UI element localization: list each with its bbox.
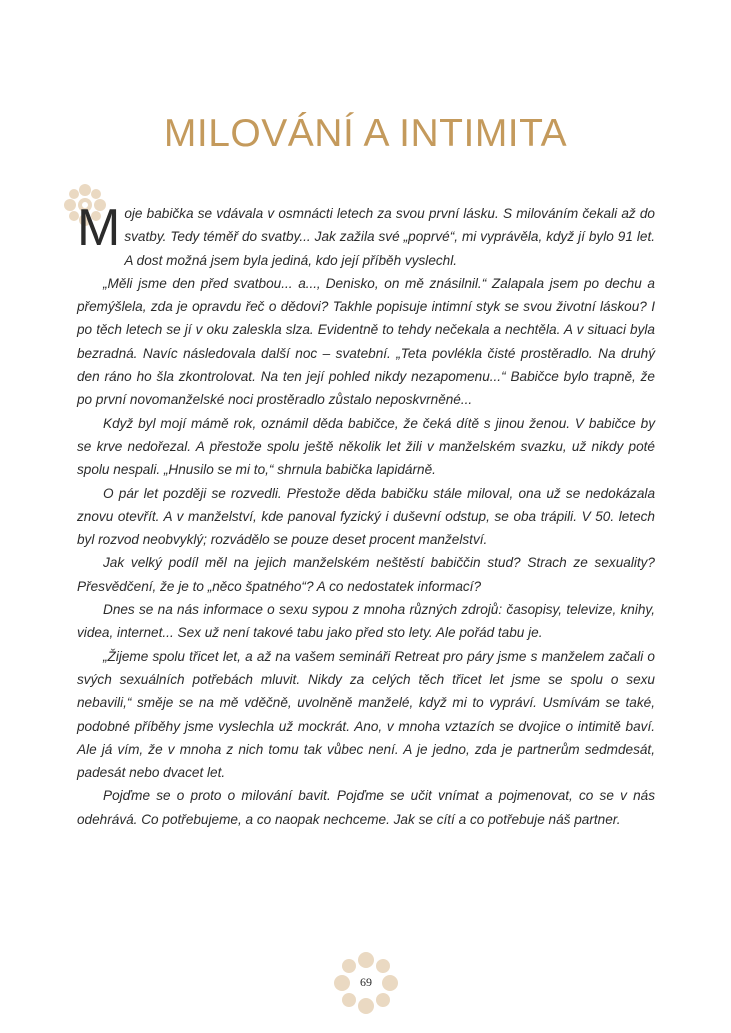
paragraph-2: „Měli jsme den před svatbou... a...‚ Denisko, on mě znásilnil.“ Zalapala jsem po dechu a přemýšlela, zda je opravdu řeč o dědovi? Takhle popisuje intimní styk se svou životní láskou? I po těch letech se jí v oku zaleskla slza. Evidentně to tehdy nečekala a nechtěla. A v situaci byla bezradná. Navíc následovala další noc – svatební. „Teta povlékla čisté prostěradlo. Na druhý den ráno ho šla zkontrolovat. Na ten její pohled nikdy nezapomenu...“ Babičce bylo trapně, že po první novomanželské noci prostěradlo zůstalo neposkvrněné...	[77, 275, 655, 408]
drop-cap: M	[77, 199, 121, 257]
paragraph-7: „Žijeme spolu třicet let, a až na vašem semináři Retreat pro páry jsme s manželem začali o svých sexuálních potřebách mluvit. Nikdy za celých těch třicet let jsme se spolu o sexu nebavili,“ směje se na mě vděčně, uvolněně manželé, když mi to vypráví. Usmívám se také, podobné příběhy jsme vyslechla už mockrát. Ano, v mnoha vztazích se dvojice o intimitě baví. Ale já vím, že v mnoha z nich tomu tak vůbec není. A je jedno, zda je partnerům sedmdesát, padesát nebo dvacet let.	[77, 648, 655, 781]
page-number: 69	[360, 975, 372, 989]
paragraph-text: oje babička se vdávala v osmnácti letech za svou první lásku. S milováním čekali až do svatby. Tedy téměř do svatby... Jak zažila své „poprvé“, mi vyprávěla, když jí bylo 91 let. A dost možná jsem byla jediná, kdo její příběh vyslechl.	[124, 206, 655, 268]
article-body	[77, 199, 655, 831]
paragraph-3: Když byl mojí mámě rok, oznámil děda babičce, že čeká dítě s jinou ženou. V babičce by se krve nedořezal. A přestože spolu ještě několik let žili v manželském svazku, už nikdy poté spolu nespali. „Hnusilo se mi to,“ shrnula babička lapidárně.	[77, 415, 655, 478]
paragraph-1	[77, 199, 655, 272]
chapter-title: MILOVÁNÍ A INTIMITA	[163, 112, 568, 155]
paragraph-6: Dnes se na nás informace o sexu sypou z mnoha různých zdrojů: časopisy, televize, knihy, videa, internet... Sex už není takové tabu jako před sto lety. Ale pořád tabu je.	[77, 602, 655, 641]
paragraph-8: Pojďme se o proto o milování bavit. Pojďme se učit vnímat a pojmenovat, co se v nás odehrává. Co potřebujeme, a co naopak nechceme. Jak se cítí a co potřebuje náš partner.	[77, 788, 655, 827]
paragraph-4: O pár let později se rozvedli. Přestože děda babičku stále miloval, ona už se nedokázala znovu otevřít. A v manželství, kde panoval fyzický i duševní odstup, se oba trápili. V 50. letech byl rozvod neobvyklý; rozvádělo se pouze deset procent manželství.	[77, 485, 655, 548]
paragraph-5: Jak velký podíl měl na jejich manželském neštěstí babiččin stud? Strach ze sexuality? Přesvědčení, že je to „něco špatného“? A co nedostatek informací?	[77, 555, 655, 594]
